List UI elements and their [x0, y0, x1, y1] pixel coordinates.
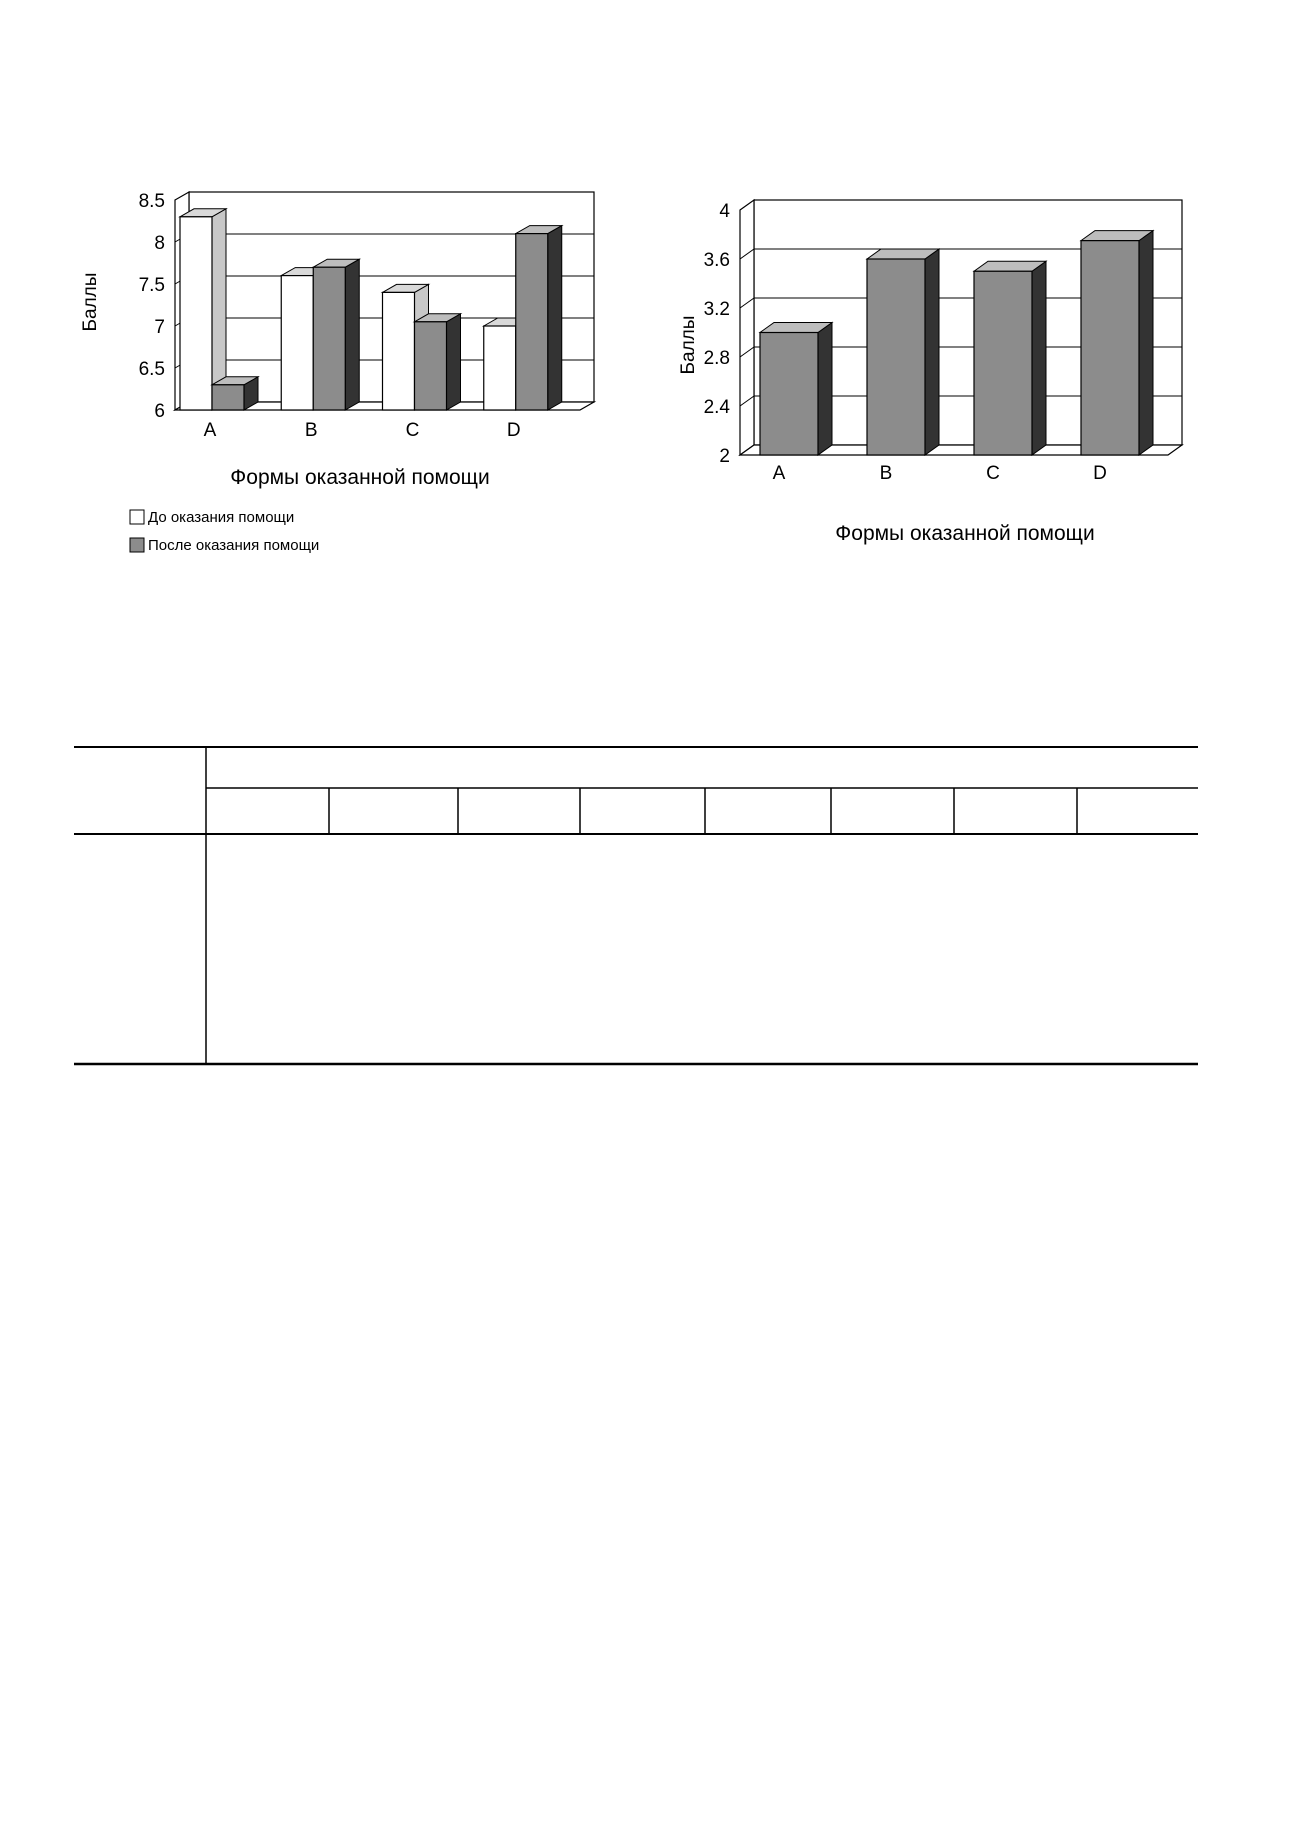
- x-tick-label: D: [506, 420, 521, 441]
- y-axis-label: [678, 316, 699, 375]
- x-ticks: [204, 420, 521, 441]
- y-tick-label: 4: [719, 201, 730, 222]
- x-tick-label: B: [304, 420, 318, 441]
- legend-swatch-after: [130, 538, 144, 552]
- bar-after-front: [313, 267, 345, 410]
- y-tick-label: 2.8: [703, 348, 730, 369]
- empty-table: [74, 746, 1198, 1066]
- bar-before-front: [484, 326, 516, 410]
- legend-swatch-before: [130, 510, 144, 524]
- y-tick-label: 7: [154, 317, 165, 338]
- bar-after: [313, 259, 359, 410]
- y-tick-label: 2.4: [703, 397, 730, 418]
- bar-before-front: [180, 217, 212, 410]
- x-tick-label: C: [405, 420, 420, 441]
- legend-label-after: После оказания помощи: [148, 537, 320, 554]
- y-tick-label: 7.5: [138, 275, 165, 296]
- y-tick-label: 3.2: [703, 299, 730, 320]
- y-axis-title: Баллы: [678, 315, 699, 375]
- bar: [1081, 231, 1153, 455]
- bar-after: [212, 377, 258, 410]
- bar-front: [867, 259, 925, 455]
- bar-after-front: [212, 385, 244, 410]
- bar-before: [180, 209, 226, 410]
- y-tick-label: 8: [154, 233, 165, 254]
- bar-after: [516, 226, 562, 410]
- plot-side-wall: [740, 200, 754, 455]
- bar-side: [1139, 231, 1153, 455]
- bar-front: [974, 271, 1032, 455]
- x-tick-label: B: [879, 463, 893, 484]
- bar-side: [1032, 261, 1046, 455]
- bar: [760, 323, 832, 456]
- bar-after-side: [548, 226, 562, 410]
- chart-before-after: [60, 170, 620, 570]
- legend-label-before: До оказания помощи: [148, 509, 295, 526]
- bar-after-front: [516, 234, 548, 410]
- bar: [867, 249, 939, 455]
- y-tick-label: 6: [154, 401, 165, 422]
- bar-front: [1081, 241, 1139, 455]
- y-axis-title: Баллы: [80, 272, 101, 332]
- chart-scores: [660, 180, 1220, 570]
- y-tick-label: 2: [719, 446, 730, 467]
- y-ticks: [704, 201, 731, 467]
- y-axis-label: [80, 273, 101, 332]
- x-tick-label: C: [986, 463, 1000, 484]
- bar-after-side: [345, 259, 359, 410]
- x-tick-label: D: [1093, 463, 1107, 484]
- y-ticks: [139, 191, 165, 422]
- bar-after-side: [447, 314, 461, 410]
- y-tick-label: 3.6: [703, 250, 730, 271]
- x-tick-label: A: [772, 463, 786, 484]
- table-subcolumn-dividers: [329, 788, 1077, 834]
- bar-front: [760, 333, 818, 456]
- x-axis-title: Формы оказанной помощи: [230, 466, 490, 489]
- x-ticks: [773, 463, 1107, 484]
- bar-before-front: [281, 276, 313, 410]
- bar-side: [818, 323, 832, 456]
- y-tick-label: 6.5: [138, 359, 165, 380]
- bar-before-front: [383, 292, 415, 410]
- bar-after: [415, 314, 461, 410]
- legend: [130, 509, 319, 554]
- y-tick-label: 8.5: [138, 191, 165, 212]
- x-axis-title: Формы оказанной помощи: [835, 522, 1095, 545]
- bar-after-front: [415, 322, 447, 410]
- bar: [974, 261, 1046, 455]
- x-tick-label: A: [203, 420, 217, 441]
- bar-side: [925, 249, 939, 455]
